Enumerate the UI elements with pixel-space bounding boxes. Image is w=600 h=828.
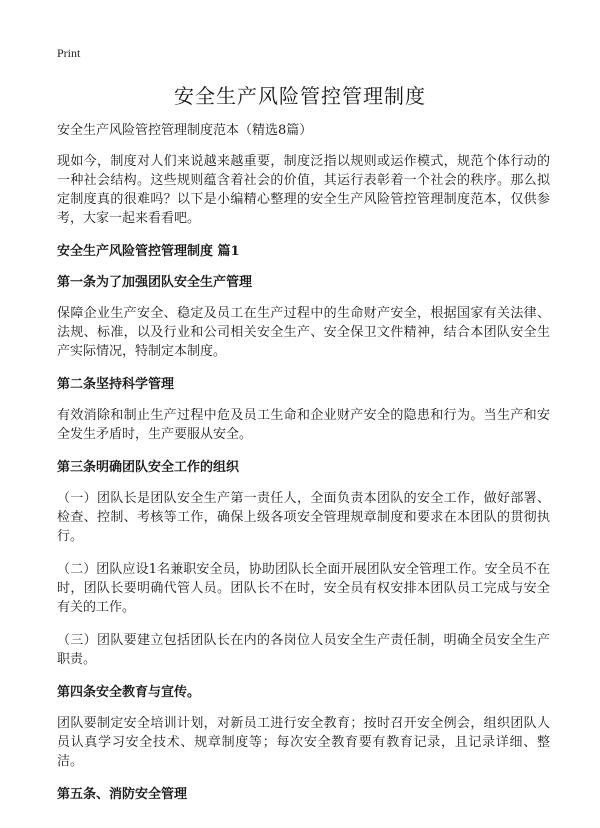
- article-5-heading: 第五条、消防安全管理: [57, 787, 188, 802]
- section-heading: 安全生产风险管控管理制度 篇1: [57, 244, 240, 259]
- document-body: [57, 121, 550, 816]
- article-2-body: 有效消除和制止生产过程中危及员工生命和企业财产安全的隐患和行为。当生产和安全发生矛盾时，生产要服从安全。: [57, 408, 550, 442]
- article-2-heading: 第二条坚持科学管理: [57, 377, 175, 392]
- print-label[interactable]: Print: [57, 46, 81, 60]
- document-title: 安全生产风险管控管理制度: [174, 84, 426, 108]
- intro-paragraph: 现如今，制度对人们来说越来越重要，制度泛指以规则或运作模式，规范个体行动的一种社会结构。这些规则蕴含着社会的价值，其运行表彰着一个社会的秩序。那么拟定制度真的很难吗？以下是小编精心整理的安全生产风险管控管理制度范本，仅供参考，大家一起来看看吧。: [57, 154, 550, 226]
- article-3-item-3: （三）团队要建立包括团队长在内的各岗位人员安全生产责任制，明确全员安全生产职责。: [57, 633, 550, 667]
- article-1-heading: 第一条为了加强团队安全生产管理: [57, 275, 253, 290]
- article-3-item-1: （一）团队长是团队安全生产第一责任人，全面负责本团队的安全工作，做好部署、检查、控制、考核等工作，确保上级各项安全管理规章制度和要求在本团队的贯彻执行。: [57, 491, 550, 544]
- document-subtitle: 安全生产风险管控管理制度范本（精选8篇）: [57, 123, 313, 138]
- article-1-body: 保障企业生产安全、稳定及员工在生产过程中的生命财产安全，根据国家有关法律、法规、标准，以及行业和公司相关安全生产、安全保卫文件精神，结合本团队安全生产实际情况，特制定本制度。: [57, 306, 550, 359]
- article-4-heading: 第四条安全教育与宣传。: [57, 685, 201, 700]
- article-3-heading: 第三条明确团队安全工作的组织: [57, 460, 240, 475]
- article-3-item-2: （二）团队应设1名兼职安全员，协助团队长全面开展团队安全管理工作。安全员不在时，团队长要明确代管人员。团队长不在时，安全员有权安排本团队员工完成与安全有关的工作。: [57, 562, 550, 615]
- article-4-body: 团队要制定安全培训计划，对新员工进行安全教育；按时召开安全例会，组织团队人员认真学习安全技术、规章制度等；每次安全教育要有教育记录，且记录详细、整洁。: [57, 716, 550, 769]
